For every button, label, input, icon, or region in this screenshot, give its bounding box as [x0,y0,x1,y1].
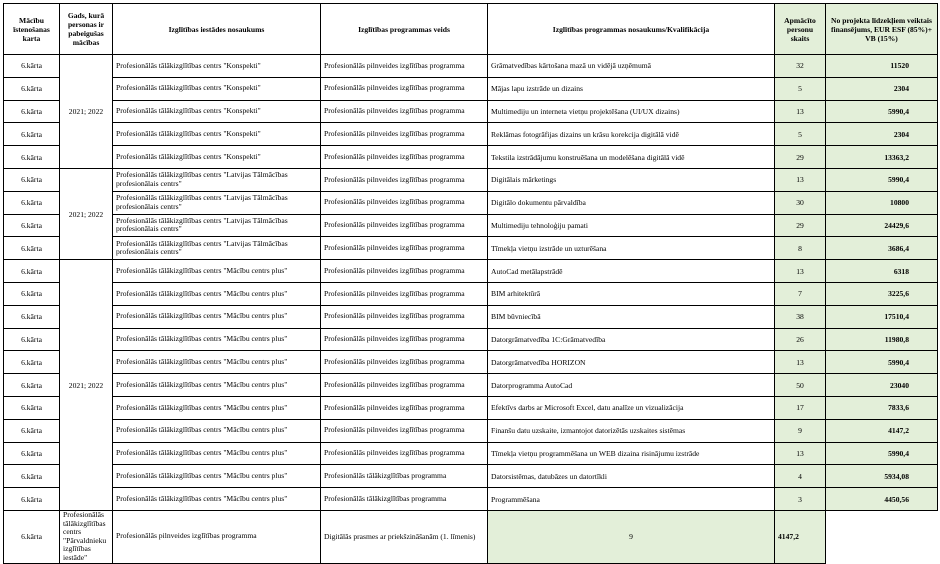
card-cell: 6.kārta [4,146,60,169]
students-count-cell: 50 [775,374,826,397]
table-row [4,123,938,146]
card-cell: 6.kārta [4,168,60,191]
card-cell: 6.kārta [4,488,60,511]
students-count-cell: 29 [775,214,826,237]
card-cell: 6.kārta [4,214,60,237]
card-cell: 6.kārta [4,465,60,488]
header-card: Mācību īstenošanas karta [4,4,60,55]
table-row [4,260,938,283]
program-name-cell: Tīmekļa vietņu programmēšana un WEB dizaina risinājumu izstrāde [488,442,775,465]
institution-cell: Profesionālās tālākizglītības centrs "Konspekti" [113,55,321,78]
funding-amount-cell: 4450,56 [826,488,938,511]
program-name-cell: Efektīvs darbs ar Microsoft Excel, datu analīze un vizualizācija [488,396,775,419]
institution-cell: Profesionālās tālākizglītības centrs "Mācību centrs plus" [113,328,321,351]
card-cell: 6.kārta [4,374,60,397]
students-count-cell: 4 [775,465,826,488]
table-row [4,214,938,237]
table-row [4,100,938,123]
students-count-cell: 29 [775,146,826,169]
program-name-cell: Reklāmas fotogrāfijas dizains un krāsu korekcija digitālā vidē [488,123,775,146]
institution-cell: Profesionālās tālākizglītības centrs "Mācību centrs plus" [113,488,321,511]
program-type-cell: Profesionālās pilnveides izglītības programma [321,419,488,442]
table-row [4,168,938,191]
institution-cell: Profesionālās tālākizglītības centrs "Mācību centrs plus" [113,419,321,442]
program-name-cell: Tīmekļa vietņu izstrāde un uzturēšana [488,237,775,260]
program-name-cell: Programmēšana [488,488,775,511]
card-cell: 6.kārta [4,351,60,374]
card-cell: 6.kārta [4,442,60,465]
program-name-cell: Datorgrāmatvedība HORIZON [488,351,775,374]
program-type-cell: Profesionālās pilnveides izglītības programma [321,191,488,214]
funding-amount-cell: 23040 [826,374,938,397]
header-institution: Izglītības iestādes nosaukums [113,4,321,55]
institution-cell: Profesionālās tālākizglītības centrs "Konspekti" [113,123,321,146]
institution-cell: Profesionālās tālākizglītības centrs "Latvijas Tālmācības profesionālais centrs" [113,237,321,260]
students-count-cell: 9 [775,419,826,442]
institution-cell: Profesionālās tālākizglītības centrs "Konspekti" [113,100,321,123]
institution-cell: Profesionālās tālākizglītības centrs "Mācību centrs plus" [113,305,321,328]
funding-amount-cell: 10800 [826,191,938,214]
program-type-cell: Profesionālās pilnveides izglītības programma [321,168,488,191]
students-count-cell: 3 [775,488,826,511]
table-row [4,396,938,419]
funding-amount-cell: 24429,6 [826,214,938,237]
program-type-cell: Profesionālās tālākizglītības programma [321,465,488,488]
table-row [4,442,938,465]
program-name-cell: Grāmatvedības kārtošana mazā un vidējā uzņēmumā [488,55,775,78]
students-count-cell: 13 [775,442,826,465]
program-name-cell: Datorprogramma AutoCad [488,374,775,397]
institution-cell: Profesionālās tālākizglītības centrs "Pārvaldnieku izglītības iestāde" [60,510,113,563]
funding-amount-cell: 4147,2 [775,510,826,563]
year-cell: 2021; 2022 [60,260,113,511]
students-count-cell: 17 [775,396,826,419]
card-cell: 6.kārta [4,396,60,419]
program-type-cell: Profesionālās pilnveides izglītības programma [321,123,488,146]
program-type-cell: Profesionālās pilnveides izglītības programma [321,146,488,169]
program-name-cell: Multimediju un interneta vietņu projektēšana (UI/UX dizains) [488,100,775,123]
table-row [4,282,938,305]
funding-amount-cell: 2304 [826,123,938,146]
header-program-type: Izglītības programmas veids [321,4,488,55]
program-name-cell: Digitālās prasmes ar priekšzināšanām (1. līmenis) [321,510,488,563]
program-type-cell: Profesionālās pilnveides izglītības programma [321,100,488,123]
funding-amount-cell: 6318 [826,260,938,283]
program-name-cell: Datorgrāmatvedība 1C:Grāmatvedība [488,328,775,351]
table-row [4,77,938,100]
funding-amount-cell: 17510,4 [826,305,938,328]
card-cell: 6.kārta [4,100,60,123]
table-row [4,191,938,214]
table-row [4,374,938,397]
program-type-cell: Profesionālās pilnveides izglītības programma [321,328,488,351]
year-cell: 2021; 2022 [60,168,113,259]
table-body [4,55,938,564]
students-count-cell: 13 [775,168,826,191]
card-cell: 6.kārta [4,237,60,260]
students-count-cell: 38 [775,305,826,328]
card-cell: 6.kārta [4,55,60,78]
header-program-name: Izglītības programmas nosaukums/Kvalifikācija [488,4,775,55]
program-name-cell: Multimediju tehnoloģiju pamati [488,214,775,237]
students-count-cell: 5 [775,123,826,146]
institution-cell: Profesionālās tālākizglītības centrs "Mācību centrs plus" [113,374,321,397]
students-count-cell: 8 [775,237,826,260]
card-cell: 6.kārta [4,328,60,351]
program-type-cell: Profesionālās pilnveides izglītības programma [321,351,488,374]
students-count-cell: 13 [775,100,826,123]
funding-amount-cell: 7833,6 [826,396,938,419]
table-row [4,510,938,563]
header-students: Apmācīto personu skaits [775,4,826,55]
funding-amount-cell: 3225,6 [826,282,938,305]
institution-cell: Profesionālās tālākizglītības centrs "Mācību centrs plus" [113,396,321,419]
institution-cell: Profesionālās tālākizglītības centrs "Latvijas Tālmācības profesionālais centrs" [113,168,321,191]
card-cell: 6.kārta [4,282,60,305]
funding-amount-cell: 5990,4 [826,442,938,465]
funding-amount-cell: 11520 [826,55,938,78]
funding-amount-cell: 2304 [826,77,938,100]
program-name-cell: Digitālais mārketings [488,168,775,191]
table-row [4,419,938,442]
card-cell: 6.kārta [4,510,60,563]
program-type-cell: Profesionālās pilnveides izglītības programma [321,396,488,419]
program-type-cell: Profesionālās pilnveides izglītības programma [321,374,488,397]
table-row [4,328,938,351]
funding-amount-cell: 5990,4 [826,100,938,123]
students-count-cell: 9 [488,510,775,563]
program-type-cell: Profesionālās tālākizglītības programma [321,488,488,511]
institution-cell: Profesionālās tālākizglītības centrs "Latvijas Tālmācības profesionālais centrs" [113,214,321,237]
funding-amount-cell: 5934,08 [826,465,938,488]
funding-amount-cell: 13363,2 [826,146,938,169]
program-type-cell: Profesionālās pilnveides izglītības programma [321,55,488,78]
table-row [4,55,938,78]
card-cell: 6.kārta [4,419,60,442]
year-cell: 2021; 2022 [60,55,113,169]
institution-cell: Profesionālās tālākizglītības centrs "Mācību centrs plus" [113,465,321,488]
funding-amount-cell: 11980,8 [826,328,938,351]
program-type-cell: Profesionālās pilnveides izglītības programma [113,510,321,563]
institution-cell: Profesionālās tālākizglītības centrs "Latvijas Tālmācības profesionālais centrs" [113,191,321,214]
table-row [4,305,938,328]
program-name-cell: Tekstila izstrādājumu konstruēšana un modelēšana digitālā vidē [488,146,775,169]
institution-cell: Profesionālās tālākizglītības centrs "Konspekti" [113,146,321,169]
students-count-cell: 5 [775,77,826,100]
institution-cell: Profesionālās tālākizglītības centrs "Mācību centrs plus" [113,282,321,305]
students-count-cell: 32 [775,55,826,78]
students-count-cell: 13 [775,351,826,374]
program-type-cell: Profesionālās pilnveides izglītības programma [321,214,488,237]
table-row [4,146,938,169]
program-name-cell: BIM arhitektūrā [488,282,775,305]
card-cell: 6.kārta [4,77,60,100]
program-name-cell: AutoCad metālapstrādē [488,260,775,283]
program-type-cell: Profesionālās pilnveides izglītības programma [321,442,488,465]
institution-cell: Profesionālās tālākizglītības centrs "Konspekti" [113,77,321,100]
institution-cell: Profesionālās tālākizglītības centrs "Mācību centrs plus" [113,442,321,465]
header-funding: No projekta līdzekļiem veiktais finansējums, EUR ESF (85%)+ VB (15%) [826,4,938,55]
funding-amount-cell: 5990,4 [826,168,938,191]
funding-amount-cell: 5990,4 [826,351,938,374]
program-type-cell: Profesionālās pilnveides izglītības programma [321,77,488,100]
students-count-cell: 30 [775,191,826,214]
funding-amount-cell: 3686,4 [826,237,938,260]
institution-cell: Profesionālās tālākizglītības centrs "Mācību centrs plus" [113,351,321,374]
program-type-cell: Profesionālās pilnveides izglītības programma [321,260,488,283]
program-name-cell: BIM būvniecībā [488,305,775,328]
header-year: Gads, kurā personas ir pabeigušas mācības [60,4,113,55]
program-name-cell: Mājas lapu izstrāde un dizains [488,77,775,100]
header-row [4,4,938,55]
program-type-cell: Profesionālās pilnveides izglītības programma [321,305,488,328]
card-cell: 6.kārta [4,123,60,146]
card-cell: 6.kārta [4,305,60,328]
students-count-cell: 26 [775,328,826,351]
table-row [4,351,938,374]
table-row [4,237,938,260]
funding-amount-cell: 4147,2 [826,419,938,442]
card-cell: 6.kārta [4,260,60,283]
card-cell: 6.kārta [4,191,60,214]
table-row [4,488,938,511]
training-table [3,3,938,564]
program-type-cell: Profesionālās pilnveides izglītības programma [321,282,488,305]
students-count-cell: 13 [775,260,826,283]
program-name-cell: Digitālo dokumentu pārvaldība [488,191,775,214]
students-count-cell: 7 [775,282,826,305]
program-name-cell: Finanšu datu uzskaite, izmantojot datorizētās uzskaites sistēmas [488,419,775,442]
program-name-cell: Datorsistēmas, datubāzes un datortīkli [488,465,775,488]
table-row [4,465,938,488]
institution-cell: Profesionālās tālākizglītības centrs "Mācību centrs plus" [113,260,321,283]
program-type-cell: Profesionālās pilnveides izglītības programma [321,237,488,260]
